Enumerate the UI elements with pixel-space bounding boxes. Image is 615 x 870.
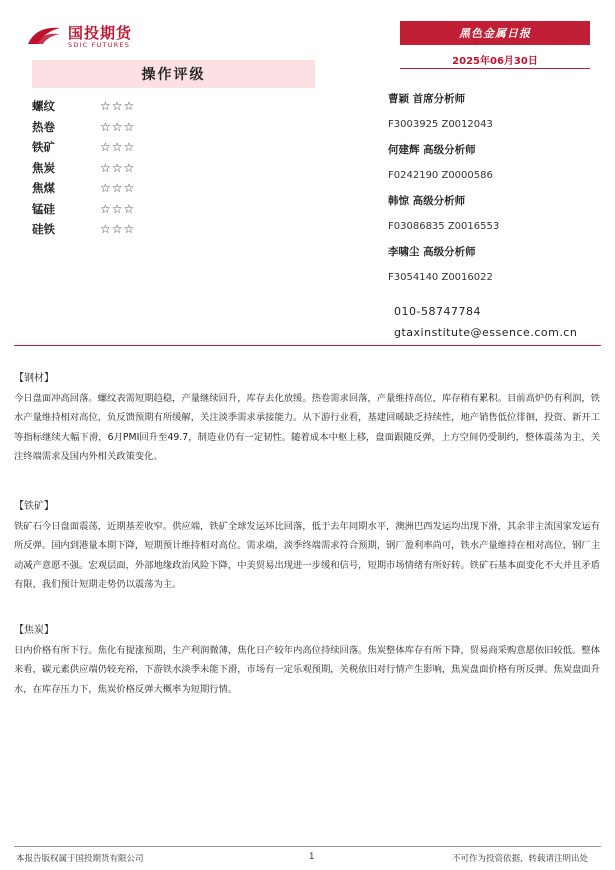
star-rating-icon: ☆☆☆ (100, 222, 136, 237)
section-body: 日内价格有所下行。焦化有提涨预期，生产利润微薄，焦化日产较年内高位持续回落。焦炭整体库存有所下降，贸易商采购意愿依旧较低。整体来看，碳元素供应端仍较充裕，下游铁水淡季未能下滑，市场有一定乐观预期，关税依旧对行情产生影响，焦炭盘面价格有所反弹。焦炭盘面升水，在库存压力下，焦炭价格反弹大概率为短期行情。 (14, 645, 600, 695)
rating-row (32, 219, 232, 240)
star-rating-icon: ☆☆☆ (100, 119, 136, 134)
section-steel (14, 369, 600, 466)
star-rating-icon: ☆☆☆ (100, 181, 136, 196)
rating-product: 锰硅 (32, 201, 55, 216)
rating-row (32, 96, 232, 117)
section-body: 今日盘面冲高回落。螺纹表需短期趋稳，产量继续回升，库存去化放缓。热卷需求回落，产量维持高位，库存稍有累积。目前高炉仍有利润，铁水产量维持相对高位，负反馈预期有所缓解，关注淡季需求承接能力。从下游行业看，基建回暖缺乏持续性，地产销售低位徘徊，投资、新开工等指标继续大幅下滑，6月PMI回升至49.7，制造业仍有一定韧性。随着成本中枢上移，盘面跟随反弹，上方空间仍受制约，整体震荡为主，关注终端需求及国内外相关政策变化。 (14, 393, 600, 462)
analyst-name: 李啸尘 高级分析师 (388, 246, 476, 258)
analyst-cert: F03086835 Z0016553 (388, 221, 500, 232)
analyst-list (388, 90, 598, 294)
analyst-name: 何建辉 高级分析师 (388, 144, 476, 156)
rating-row (32, 178, 232, 199)
page-number: 1 (309, 852, 315, 862)
section-coke (14, 621, 600, 699)
sdic-logo-icon (26, 24, 62, 46)
rating-product: 螺纹 (32, 99, 55, 114)
logo (26, 22, 156, 50)
section-body: 铁矿石今日盘面震荡，近期基差收窄。供应端，铁矿全球发运环比回落，低于去年同期水平，澳洲巴西发运均出现下滑，其余非主流国家发运有所反弹。国内到港量本期下降，短期预计维持相对高位。需求端，淡季终端需求符合预期，钢厂盈利率尚可，铁水产量维持在相对高位，钢厂主动减产意愿不强。宏观层面，外部地缘政治风险下降，中美贸易出现进一步缓和信号，短期市场情绪有所好转。铁矿石基本面变化不大并且矛盾有限，我们预计短期走势仍以震荡为主。 (14, 521, 600, 590)
rating-row (32, 158, 232, 179)
rating-product: 铁矿 (32, 140, 55, 155)
star-rating-icon: ☆☆☆ (100, 201, 136, 216)
analyst-cert: F0242190 Z0000586 (388, 170, 493, 181)
footer-divider (14, 846, 601, 847)
analyst-cert: F3003925 Z0012043 (388, 119, 493, 130)
rating-product: 硅铁 (32, 222, 55, 237)
contact-email[interactable]: gtaxinstitute@essence.com.cn (394, 326, 578, 339)
star-rating-icon: ☆☆☆ (100, 140, 136, 155)
logo-text-cn: 国投期货 (68, 24, 133, 42)
rating-product: 焦煤 (32, 181, 55, 196)
analyst-cert: F3054140 Z0016022 (388, 272, 493, 283)
rating-product: 焦炭 (32, 160, 55, 175)
star-rating-icon: ☆☆☆ (100, 99, 136, 114)
rating-row (32, 117, 232, 138)
star-rating-icon: ☆☆☆ (100, 160, 136, 175)
rating-row (32, 137, 232, 158)
report-date: 2025年06月30日 (452, 56, 538, 67)
date-underline (400, 68, 590, 69)
rating-title: 操作评级 (32, 60, 315, 88)
report-type-banner: 黑色金属日报 (400, 21, 590, 45)
section-heading: 【铁矿】 (14, 501, 54, 512)
section-iron-ore (14, 497, 600, 594)
footer-copyright: 本报告版权属于国投期货有限公司 (16, 854, 144, 864)
section-heading: 【钢材】 (14, 373, 54, 384)
logo-text-en: SDIC FUTURES (68, 41, 131, 49)
header-divider (14, 345, 601, 346)
rating-row (32, 199, 232, 220)
rating-product: 热卷 (32, 119, 55, 134)
section-heading: 【焦炭】 (14, 625, 54, 636)
analyst-name: 曹颖 首席分析师 (388, 93, 466, 105)
rating-list (32, 96, 232, 240)
contact-phone: 010-58747784 (394, 305, 481, 318)
footer-disclaimer: 不可作为投资依据，转载请注明出处 (452, 854, 589, 864)
analyst-name: 韩惊 高级分析师 (388, 195, 466, 207)
